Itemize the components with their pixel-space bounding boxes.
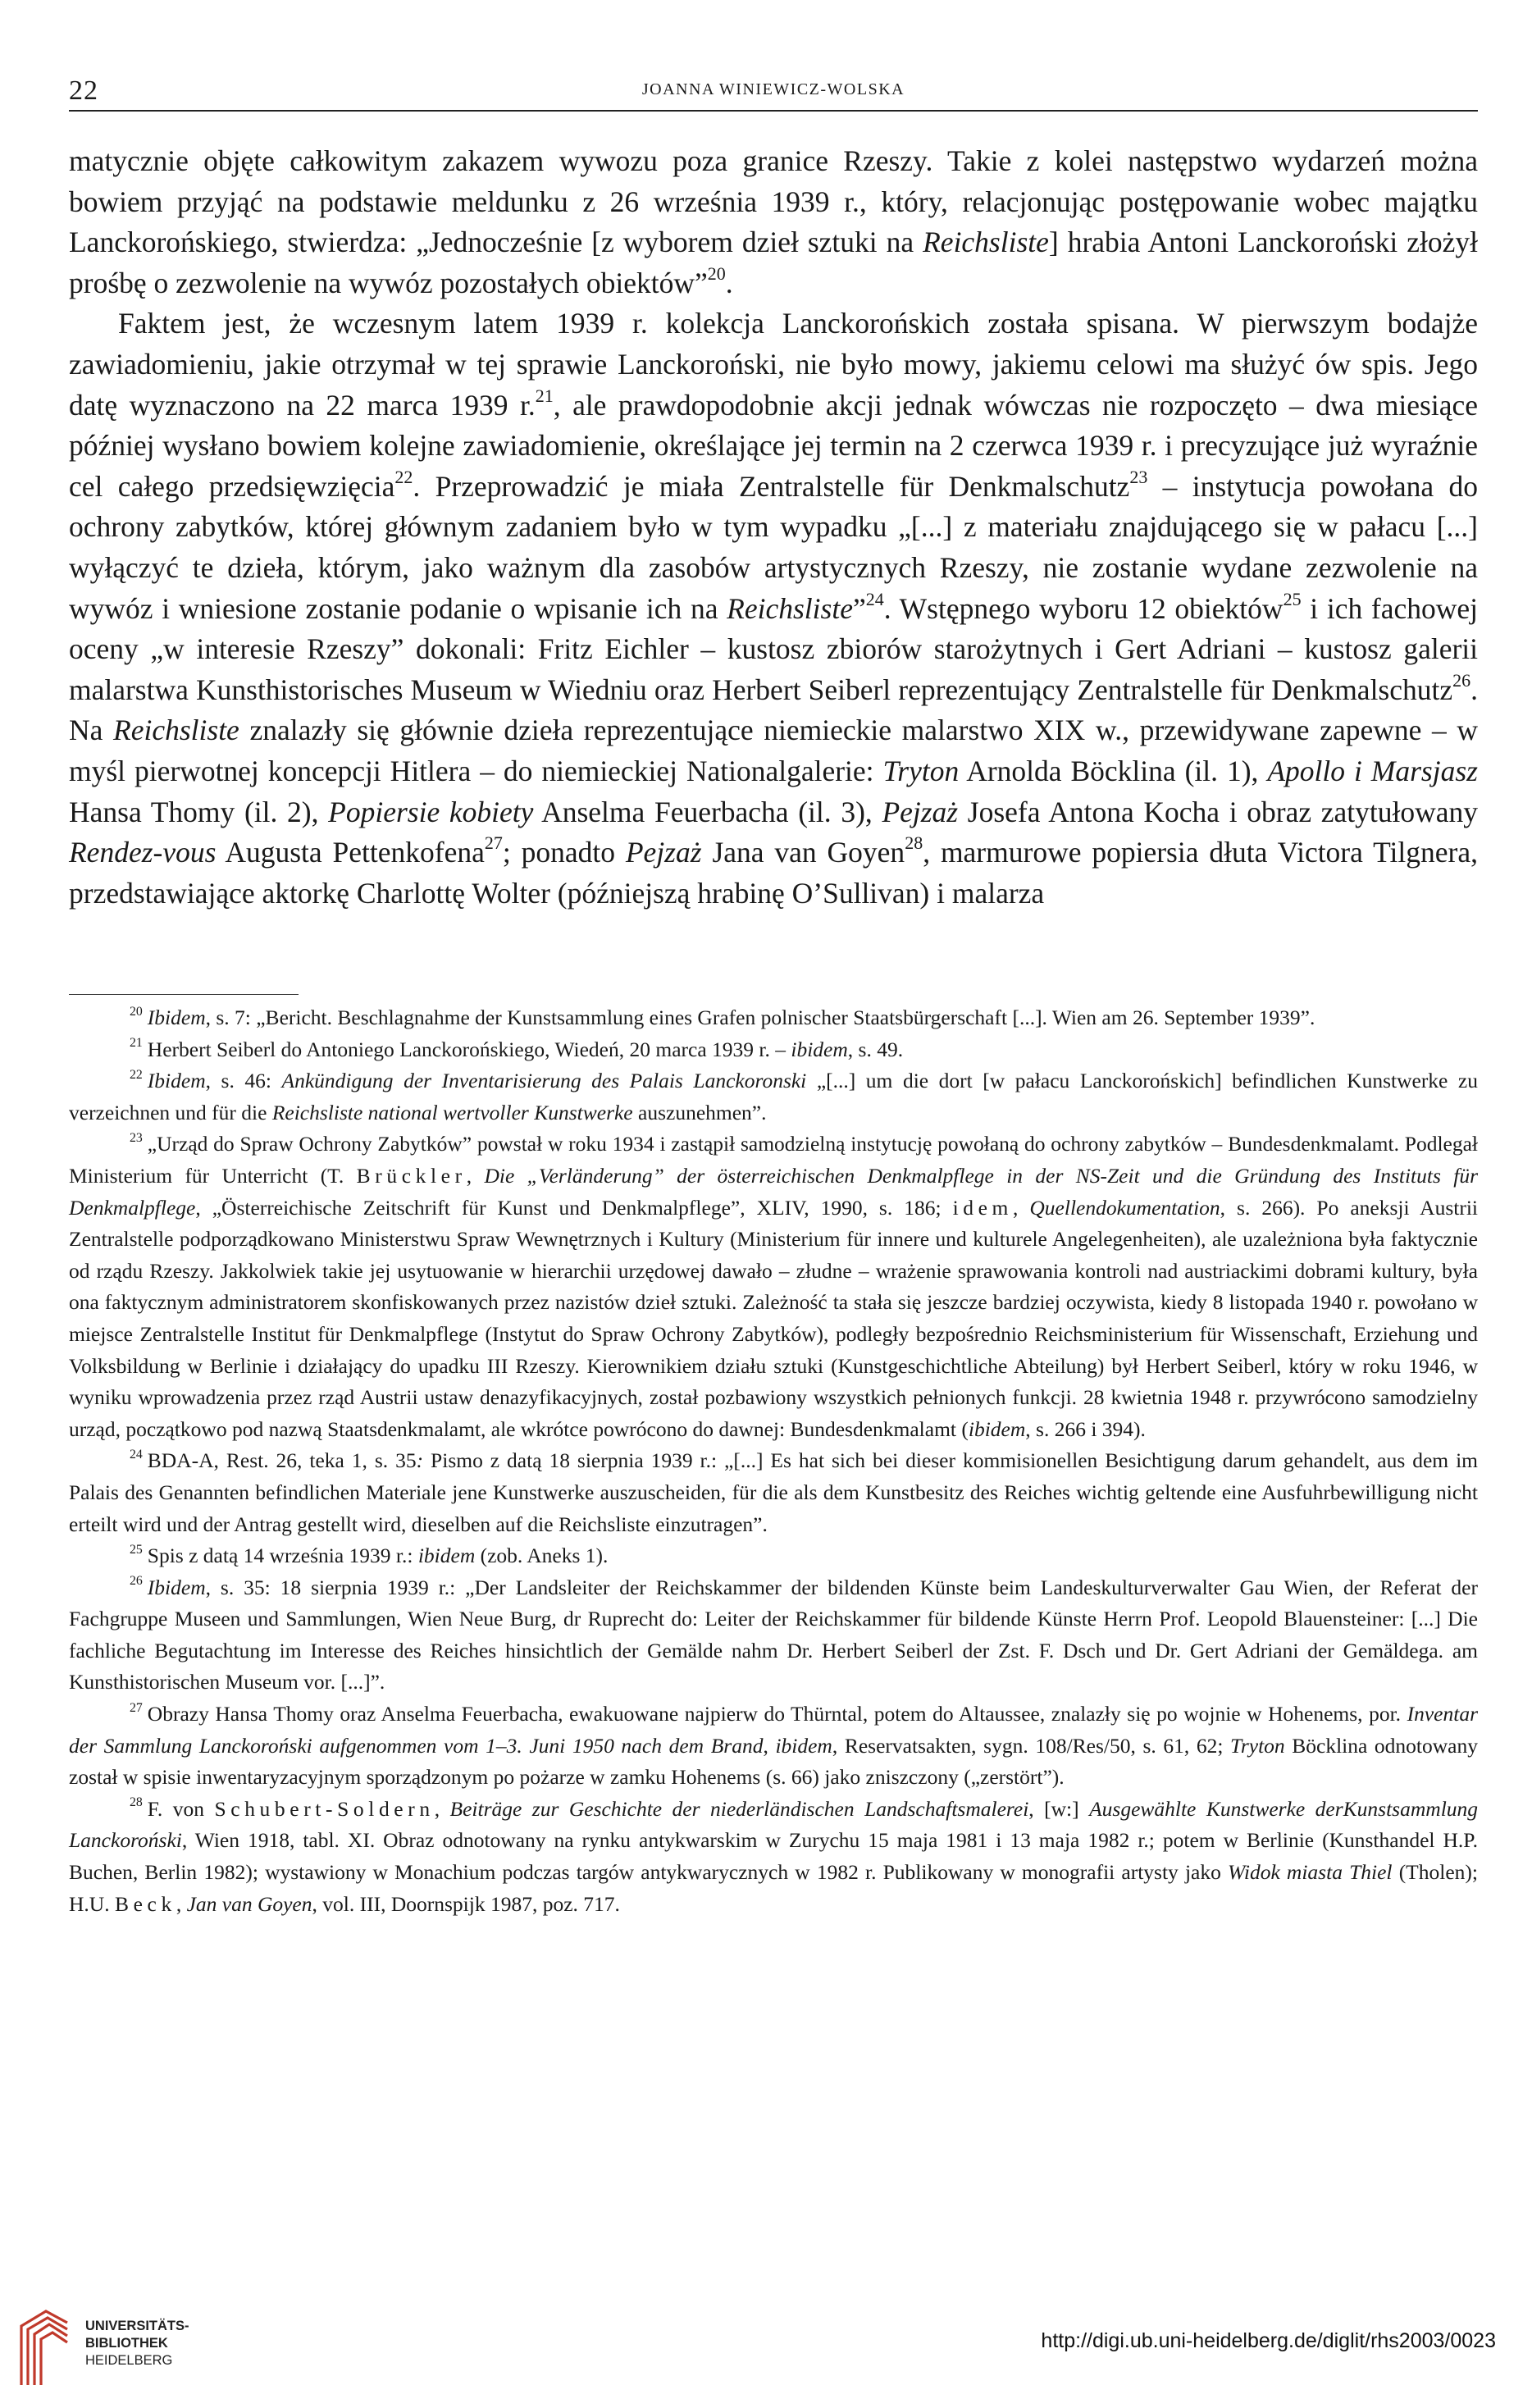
- footnote-divider: [69, 994, 299, 995]
- footnote-ref-20[interactable]: 20: [707, 262, 726, 284]
- footnote-ref-21[interactable]: 21: [535, 385, 554, 406]
- digitization-footer: [0, 2293, 1532, 2408]
- footnote-ref-27[interactable]: 27: [484, 832, 503, 854]
- footnote-ref-28[interactable]: 28: [905, 832, 923, 854]
- page-number: 22: [69, 75, 98, 106]
- footnote-24: $^{24}$ BDA-A, Rest. 26, teka 1, s. 35: Pismo z datą 18 sierpnia 1939 r.: „[...] Es hat sich bei dieser kommisionellen Besichtigung darum gehandelt, aus dem im Palais des Genannten befindlichen Materiale jene Kunstwerke auszuscheiden, für die als dem Kunstbesitz des Reiches wichtig geltende eine Ausfuhrbewilligung nicht erteilt wird und der Antrag gestellt wird, dieselben auf die Reichsliste einzutragen”.: [69, 1447, 1478, 1536]
- footnote-26: $^{26}$ Ibidem, s. 35: 18 sierpnia 1939 r.: „Der Landsleiter der Reichskammer der bildenden Künste beim Landeskulturverwalter Gau Wien, der Referat der Fachgruppe Museen und Sammlungen, Wien Neue Burg, dr Ruprecht do: Leiter der Reichskammer für bildende Künste Herrn Prof. Leopold Blauensteiner: [...] Die fachliche Begutachtung im Interesse des Reiches hinsichtlich der Gemälde nahm Dr. Herbert Seiberl der Zst. F. Dsch und Dr. Gert Adriani der Gemäldega. am Kunsthistorischen Museum vor. [...]”.: [69, 1574, 1478, 1694]
- running-title: JOANNA WINIEWICZ-WOLSKA: [641, 80, 905, 98]
- source-url-link[interactable]: http://digi.ub.uni-heidelberg.de/diglit/rhs2003/0023: [1041, 2329, 1496, 2352]
- footnote-ref-26[interactable]: 26: [1452, 669, 1471, 691]
- running-header: [69, 74, 1478, 112]
- footnote-20: $^{20}$ Ibidem, s. 7: „Bericht. Beschlagnahme der Kunstsammlung eines Grafen polnischer Staatsbürgerschaft [...]. Wien am 26. September 1939”.: [130, 1004, 1315, 1029]
- footnote-21: $^{21}$ Herbert Seiberl do Antoniego Lanckorońskiego, Wiedeń, 20 marca 1939 r. – ibidem, s. 49.: [130, 1036, 904, 1061]
- library-name: UNIVERSITÄTS- BIBLIOTHEK HEIDELBERG: [85, 2319, 189, 2368]
- footnote-ref-25[interactable]: 25: [1283, 588, 1302, 609]
- footnote-ref-22[interactable]: 22: [394, 466, 413, 487]
- footnote-25: $^{25}$ Spis z datą 14 września 1939 r.: ibidem (zob. Aneks 1).: [130, 1542, 609, 1568]
- footnotes: [69, 1002, 1478, 1920]
- paragraph-1: matycznie objęte całkowitym zakazem wywozu poza granice Rzeszy. Takie z kolei następstwo wydarzeń można bowiem przyjąć na podstawie meldunku z 26 września 1939 r., który, relacjonując postępowanie wobec majątku Lanckorońskiego, stwierdza: „Jednocześnie [z wyborem dzieł sztuki na Reichsliste] hrabia Antoni Lanckoroński złożył prośbę o zezwolenie na wywóz pozostałych obiektów”$^{20}$.: [69, 144, 1478, 299]
- footnote-28: $^{28}$ F. von Schubert-Soldern, Beiträge zur Geschichte der niederländischen Landschaftsmalerei, [w:] Ausgewählte Kunstwerke derKunstsammlung Lanckoroński, Wien 1918, tabl. XI. Obraz odnotowany na rynku antykwarskim w Zurychu 15 maja 1981 i 13 maja 1982 r.; potem w Berlinie (Kunsthandel H.P. Buchen, Berlin 1982); wystawiony w Monachium podczas targów antykwarycznych w 1982 r. Publikowany w monografii artysty jako Widok miasta Thiel (Tholen); H.U. Beck, Jan van Goyen, vol. III, Doornspijk 1987, poz. 717.: [69, 1795, 1479, 1916]
- footnote-22: $^{22}$ Ibidem, s. 46: Ankündigung der Inventarisierung des Palais Lanckoronski „[...] um die dort [w pałacu Lanckorońskich] befindlichen Kunstwerke zu verzeichnen und für die Reichsliste national wertvoller Kunstwerke auszunehmen”.: [69, 1067, 1478, 1124]
- footnote-27: $^{27}$ Obrazy Hansa Thomy oraz Anselma Feuerbacha, ewakuowane najpierw do Thürntal, potem do Altaussee, znalazły się po wojnie w Hohenems, por. Inventar der Sammlung Lanckoroński aufgenommen vom 1–3. Juni 1950 nach dem Brand, ibidem, Reservatsakten, sygn. 108/Res/50, s. 61, 62; Tryton Böcklina odnotowany został w spisie inwentaryzacyjnym sporządzonym po pożarze w zamku Hohenems (s. 66) jako zniszczony („zerstört”).: [69, 1700, 1478, 1790]
- library-logo-icon[interactable]: [18, 2306, 71, 2388]
- footnote-23: $^{23}$ „Urząd do Spraw Ochrony Zabytków” powstał w roku 1934 i zastąpił samodzielną instytucję powołaną do ochrony zabytków – Bundesdenkmalamt. Podlegał Ministerium für Unterricht (T. Brückler, Die „Verländerung” der österreichischen Denkmalpflege in der NS-Zeit und die Gründung des Instituts für Denkmalpflege, „Österreichische Zeitschrift für Kunst und Denkmalpflege”, XLIV, 1990, s. 186; idem, Quellendokumentation, s. 266). Po aneksji Austrii Zentralstelle podporządkowano Ministerstwu Spraw Wewnętrznych i Kultury (Ministerium für innere und kulturele Angelegenheiten), ale uzależniona była faktycznie od rządu Rzeszy. Jakkolwiek takie jej usytuowanie w hierarchii urzędowej dawało – złudne – wrażenie sprawowania kontroli nad austriackimi dobrami kultury, była ona faktycznym administratorem skonfiskowanych przez nazistów dzieł sztuki. Zależność ta stała się jeszcze bardziej oczywista, kiedy 8 listopada 1940 r. powołano w miejsce Zentralstelle Institut für Denkmalpflege (Instytut do Spraw Ochrony Zabytków), podległy bezpośrednio Reichsministerium für Wissenschaft, Erziehung und Volksbildung w Berlinie i działający do upadku III Rzeszy. Kierownikiem działu sztuki (Kunstgeschichtliche Abteilung) był Herbert Seiberl, który w roku 1946, w wyniku wprowadzenia przez rząd Austrii ustaw denazyfikacyjnych, został pozbawiony wszystkich pełnionych funkcji. 28 kwietnia 1948 r. przywrócono samodzielny urząd, początkowo pod nazwą Staatsdenkmalamt, ale wkrótce powrócono do dawnej: Bundesdenkmalamt (ibidem, s. 266 i 394).: [69, 1131, 1479, 1441]
- footnote-ref-23[interactable]: 23: [1129, 466, 1148, 487]
- footnote-ref-24[interactable]: 24: [865, 588, 884, 609]
- paragraph-2: Faktem jest, że wczesnym latem 1939 r. kolekcja Lanckorońskich została spisana. W pierwszym bodajże zawiadomieniu, jakie otrzymał w tej sprawie Lanckoroński, nie było mowy, jakiemu celowi ma służyć ów spis. Jego datę wyznaczono na 22 marca 1939 r.$^{21}$, ale prawdopodobnie akcji jednak wówczas nie rozpoczęto – dwa miesiące później wysłano bowiem kolejne zawiadomienie, określające jej termin na 2 czerwca 1939 r. i precyzujące już wyraźnie cel całego przedsięwzięcia$^{22}$. Przeprowadzić je miała Zentralstelle für Denkmalschutz$^{23}$ – instytucja powołana do ochrony zabytków, której głównym zadaniem było w tym wypadku „[...] z materiału znajdującego się w pałacu [...] wyłączyć te dzieła, którym, jako ważnym dla zasobów artystycznych Rzeszy, nie zostanie wydane zezwolenie na wywóz i wniesione zostanie podanie o wpisanie ich na Reichsliste”$^{24}$. Wstępnego wyboru 12 obiektów$^{25}$ i ich fachowej oceny „w interesie Rzeszy” dokonali: Fritz Eichler – kustosz zbiorów starożytnych i Gert Adriani – kustosz galerii malarstwa Kunsthistorisches Museum w Wiedniu oraz Herbert Seiberl reprezentujący Zentralstelle für Denkmalschutz$^{26}$. Na Reichsliste znalazły się głównie dzieła reprezentujące niemieckie malarstwo XIX w., przewidywane zapewne – w myśl pierwotnej koncepcji Hitlera – do niemieckiej Nationalgalerie: Tryton Arnolda Böcklina (il. 1), Apollo i Marsjasz Hansa Thomy (il. 2), Popiersie kobiety Anselma Feuerbacha (il. 3), Pejzaż Josefa Antona Kocha i obraz zatytułowany Rendez-vous Augusta Pettenkofena$^{27}$; ponadto Pejzaż Jana van Goyen$^{28}$, marmurowe popiersia dłuta Victora Tilgnera, przedstawiające aktorkę Charlottę Wolter (późniejszą hrabinę O’Sullivan) i malarza: [69, 307, 1479, 910]
- main-text: [69, 141, 1478, 914]
